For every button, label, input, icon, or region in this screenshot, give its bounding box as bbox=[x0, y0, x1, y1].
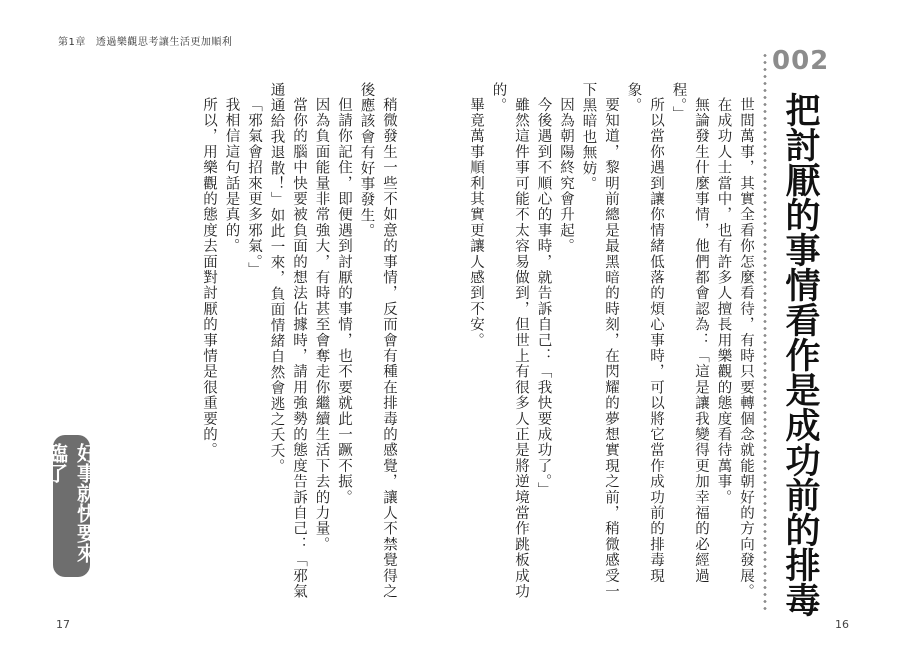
chapter-label: 第1章 bbox=[58, 37, 86, 48]
quote-paragraph: 「邪氣會招來更多邪氣。」 bbox=[246, 96, 262, 278]
paragraph: 雖然這件事可能不太容易做到，但世上有很多人正是將逆境當作跳板成功的。 bbox=[490, 82, 529, 599]
paragraph: 畢竟萬事順利其實更讓人感到不安。 bbox=[468, 96, 484, 348]
paragraph: 所以，用樂觀的態度去面對討厭的事情是很重要的。 bbox=[201, 96, 217, 458]
paragraph: 但請你記住，即便遇到討厭的事情，也不要就此一蹶不振。 bbox=[336, 96, 352, 505]
section-title: 把討厭的事情看作是成功前的排毒 bbox=[780, 92, 820, 617]
paragraph: 在成功人士當中，也有許多人擅長用樂觀的態度看待萬事。 bbox=[715, 96, 732, 505]
paragraph: 稍微發生一些不如意的事情，反而會有種在排毒的感覺，讓人不禁覺得之後應該會有好事發生。 bbox=[358, 82, 397, 599]
side-tab-label: 好事就快要來臨了 bbox=[44, 443, 98, 563]
left-page-body bbox=[178, 82, 400, 602]
side-tab bbox=[44, 435, 98, 577]
dotted-rule bbox=[763, 52, 767, 612]
paragraph: 世間萬事，其實全看你怎麼看待，有時只要轉個念就能朝好的方向發展。 bbox=[738, 96, 754, 599]
paragraph: 無論發生什麼事情，他們都會認為：「這是讓我變得更加幸福的必經過程。」 bbox=[670, 82, 709, 584]
right-page-body bbox=[468, 82, 757, 602]
page-number-left: 17 bbox=[56, 618, 70, 631]
running-head bbox=[58, 33, 242, 48]
paragraph: 因為負面能量非常強大，有時甚至會奪走你繼續生活下去的力量。 bbox=[313, 96, 330, 552]
paragraph: 要知道，黎明前總是最黑暗的時刻，在閃耀的夢想實現之前，稍微感受一下黑暗也無妨。 bbox=[580, 82, 619, 599]
section-number: 002 bbox=[772, 46, 830, 76]
paragraph: 當你的腦中快要被負面的想法佔據時，請用強勢的態度告訴自己：「邪氣通通給我退散！」如此一來，負面情緒自然會逃之夭夭。 bbox=[268, 82, 307, 599]
paragraph: 所以當你遇到讓你情緒低落的煩心事時，可以將它當作成功前的排毒現象。 bbox=[625, 82, 664, 584]
paragraph: 我相信這句話是真的。 bbox=[223, 96, 240, 254]
paragraph: 因為朝陽終究會升起。 bbox=[558, 96, 574, 254]
paragraph: 今後遇到不順心的事時，就告訴自己：「我快要成功了。」 bbox=[535, 96, 552, 498]
chapter-title: 透過樂觀思考讓生活更加順利 bbox=[95, 37, 233, 48]
page-number-right: 16 bbox=[835, 618, 849, 631]
